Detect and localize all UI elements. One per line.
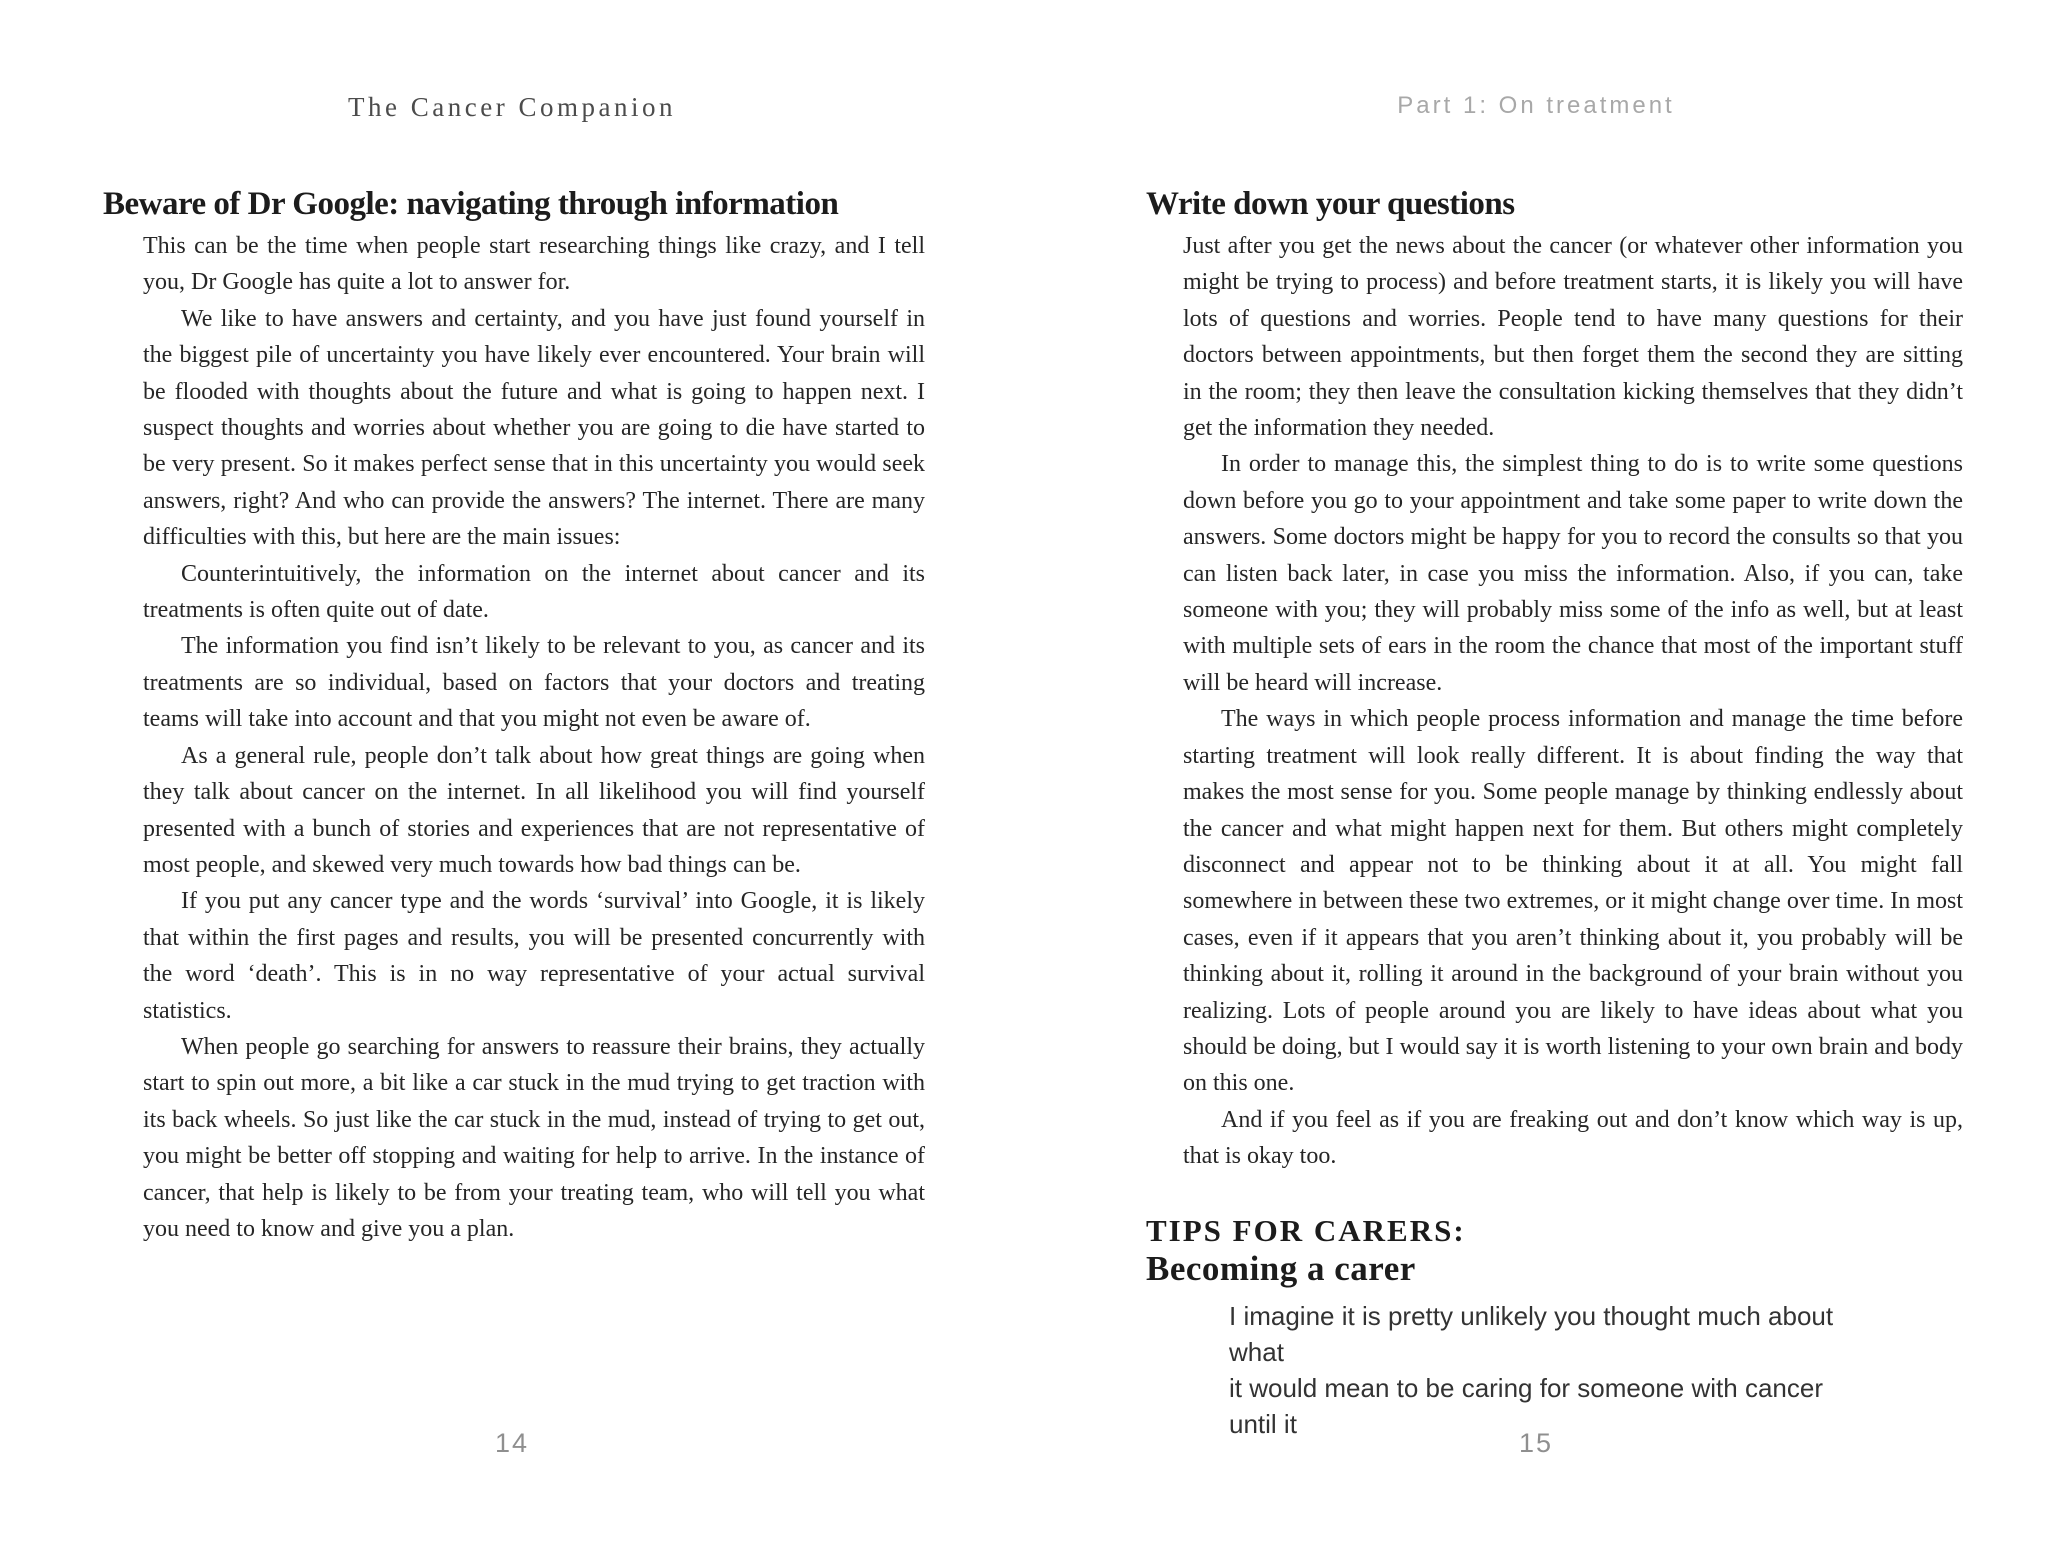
tips-heading-kicker: TIPS FOR CARERS:	[1146, 1213, 1466, 1248]
body-paragraph: As a general rule, people don’t talk about how great things are going when they talk about cancer on the internet. In all likelihood you will find yourself presented with a bunch of stories and experiences that are not representative of most people, and skewed very much towards how bad things can be.	[143, 742, 925, 878]
body-paragraph: Counterintuitively, the information on the internet about cancer and its treatments is often quite out of date.	[143, 560, 925, 624]
body-column-right	[1183, 228, 1963, 1175]
body-paragraph: The ways in which people process information and manage the time before starting treatment will look really different. It is about finding the way that makes the most sense for you. Some people manage by thinking endlessly about the cancer and what might happen next for them. But others might completely disconnect and appear not to be thinking about it at all. You might fall somewhere in between these two extremes, or it might change over time. In most cases, even if it appears that you aren’t thinking about it, you probably will be thinking about it, rolling it around in the background of your brain without you realizing. Lots of people around you are likely to have ideas about what you should be doing, but I would say it is worth listening to your own brain and body on this one.	[1183, 706, 1963, 1097]
page-number-left: 14	[494, 1428, 530, 1458]
section-heading-left: Beware of Dr Google: navigating through information	[103, 186, 839, 222]
section-heading-right: Write down your questions	[1146, 186, 1515, 222]
body-paragraph: In order to manage this, the simplest thing to do is to write some questions down before you go to your appointment and take some paper to write down the answers. Some doctors might be happy for you to record the consults so that you can listen back later, in case you miss the information. Also, if you can, take someone with you; they will probably miss some of the info as well, but at least with multiple sets of ears in the room the chance that most of the important stuff will be heard will increase.	[1183, 451, 1963, 696]
tips-intro-line: I imagine it is pretty unlikely you thought much about what	[1229, 1301, 1834, 1367]
running-head-left: The Cancer Companion	[348, 92, 676, 122]
body-paragraph: And if you feel as if you are freaking out and don’t know which way is up, that is okay too.	[1183, 1106, 1963, 1170]
body-column-left	[143, 228, 925, 1247]
tips-intro-line: it would mean to be caring for someone with cancer until it	[1229, 1373, 1823, 1439]
tips-heading-title: Becoming a carer	[1146, 1249, 1416, 1288]
body-paragraph: If you put any cancer type and the words ‘survival’ into Google, it is likely that within the first pages and results, you will be presented concurrently with the word ‘death’. This is in no way representative of your actual survival statistics.	[143, 888, 925, 1024]
body-paragraph: When people go searching for answers to reassure their brains, they actually start to spin out more, a bit like a car stuck in the mud trying to get traction with its back wheels. So just like the car stuck in the mud, instead of trying to get out, you might be better off stopping and waiting for help to arrive. In the instance of cancer, that help is likely to be from your treating team, who will tell you what you need to know and give you a plan.	[143, 1033, 925, 1242]
body-paragraph: Just after you get the news about the cancer (or whatever other information you might be trying to process) and before treatment starts, it is likely you will have lots of questions and worries. People tend to have many questions for their doctors between appointments, but then forget them the second they are sitting in the room; they then leave the consultation kicking themselves that they didn’t get the information they needed.	[1183, 233, 1963, 442]
running-head-right: Part 1: On treatment	[1397, 92, 1675, 119]
tips-for-carers-heading	[1146, 1212, 1466, 1288]
body-paragraph: The information you find isn’t likely to be relevant to you, as cancer and its treatments are so individual, based on factors that your doctors and treating teams will take into account and that you might not even be aware of.	[143, 633, 925, 733]
page-number-right: 15	[1518, 1428, 1554, 1458]
tips-intro	[1229, 1298, 1869, 1442]
body-paragraph: We like to have answers and certainty, and you have just found yourself in the biggest pile of uncertainty you have likely ever encountered. Your brain will be flooded with thoughts about the future and what is going to happen next. I suspect thoughts and worries about whether you are going to die have started to be very present. So it makes perfect sense that in this uncertainty you would seek answers, right? And who can provide the answers? The internet. There are many difficulties with this, but here are the main issues:	[143, 305, 925, 551]
body-paragraph: This can be the time when people start researching things like crazy, and I tell you, Dr Google has quite a lot to answer for.	[143, 233, 925, 296]
